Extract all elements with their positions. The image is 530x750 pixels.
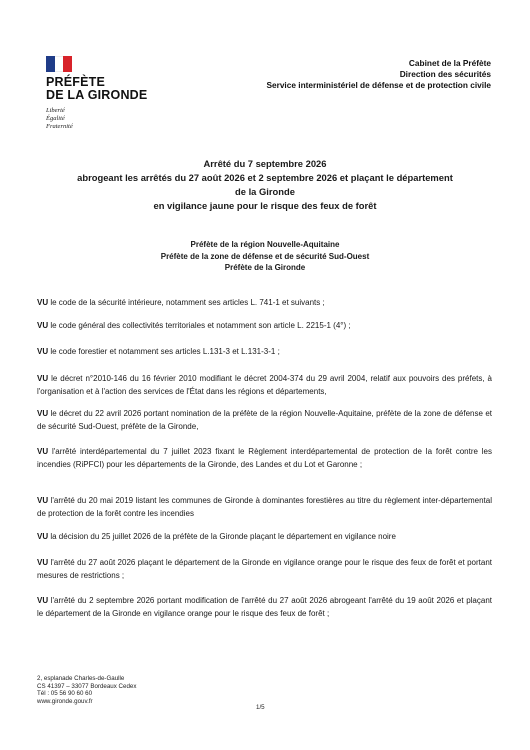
footer-website: www.gironde.gouv.fr xyxy=(37,697,93,705)
recital-keyword: VU xyxy=(37,321,49,330)
service-header xyxy=(266,58,491,91)
recital-item xyxy=(37,557,492,582)
title-line4: en vigilance jaune pour le risque des feux de forêt xyxy=(153,200,377,211)
recital-text: l'arrêté du 20 mai 2019 listant les communes de Gironde à dominantes forestières au titre du règlement inter-départemental de protection de la forêt contre les incendies xyxy=(37,496,492,518)
recital-item xyxy=(37,531,492,544)
service-line3: Service interministériel de défense et de protection civile xyxy=(266,80,491,90)
service-line1: Cabinet de la Préfète xyxy=(408,58,491,68)
footer-address: 2, esplanade Charles-de-Gaulle xyxy=(37,675,125,682)
recital-text: le code général des collectivités territoriales et notamment son article L. 2215-1 (4°) ; xyxy=(48,321,351,330)
issuing-authority xyxy=(40,239,490,274)
prefecture-logo xyxy=(46,56,166,131)
motto-liberte: Liberté xyxy=(46,107,65,114)
authority-line2: Préfète de la zone de défense et de sécurité Sud-Ouest xyxy=(160,251,370,261)
title-line2: abrogeant les arrêtés du 27 août 2026 et 2 septembre 2026 et plaçant le département xyxy=(77,172,453,183)
recital-item xyxy=(37,495,492,520)
recital-keyword: VU xyxy=(37,447,49,456)
recital-text: la décision du 25 juillet 2026 de la préfète de la Gironde plaçant le département en vigilance noire xyxy=(48,532,396,541)
recital-text: l'arrêté du 27 août 2026 plaçant le département de la Gironde en vigilance orange pour le risque des feux de forêt et portant mesures de restrictions ; xyxy=(37,558,492,580)
recital-item xyxy=(37,320,492,333)
recital-keyword: VU xyxy=(37,347,49,356)
recital-text: le code de la sécurité intérieure, notamment ses articles L. 741-1 et suivants ; xyxy=(48,298,325,307)
recital-item xyxy=(37,373,492,398)
authority-line1: Préfète de la région Nouvelle-Aquitaine xyxy=(190,240,340,249)
recital-keyword: VU xyxy=(37,374,49,383)
service-line2: Direction des sécurités xyxy=(399,69,491,79)
recital-keyword: VU xyxy=(37,532,49,541)
decree-title xyxy=(40,157,490,213)
recital-keyword: VU xyxy=(37,596,49,605)
recital-text: le décret n°2010-146 du 16 février 2010 modifiant le décret 2004-374 du 29 avril 2004, relatif aux pouvoirs des préfets, à l'organisation et à l'action des services de l'État dans les régions et départements, xyxy=(37,374,492,396)
logo-text-line1: PRÉFÈTE xyxy=(46,75,106,89)
recital-item xyxy=(37,408,492,433)
recital-keyword: VU xyxy=(37,409,49,418)
recital-keyword: VU xyxy=(37,496,49,505)
recital-text: l'arrêté interdépartemental du 7 juillet 2023 fixant le Règlement interdépartemental de protection de la forêt contre les incendies (RiPFCI) pour les départements de la Gironde, des Landes et du Lot et Garonne ; xyxy=(37,447,492,469)
recital-text: l'arrêté du 2 septembre 2026 portant modification de l'arrêté du 27 août 2026 abrogeant l'arrêté du 19 août 2026 et plaçant le département de la Gironde en vigilance orange pour le risque des feux de forêt ; xyxy=(37,596,492,618)
recital-item xyxy=(37,346,492,359)
recital-item xyxy=(37,446,492,471)
title-line1: Arrêté du 7 septembre 2026 xyxy=(203,158,327,169)
authority-line3: Préfète de la Gironde xyxy=(224,263,306,272)
recital-keyword: VU xyxy=(37,298,49,307)
recital-text: le code forestier et notamment ses articles L.131-3 et L.131-3-1 ; xyxy=(48,347,280,356)
motto-fraternite: Fraternité xyxy=(46,123,73,130)
motto-egalite: Égalité xyxy=(46,115,65,122)
logo-text-line2: DE LA GIRONDE xyxy=(46,88,148,102)
recital-text: le décret du 22 avril 2026 portant nomination de la préfète de la région Nouvelle-Aquitaine, préfète de la zone de défense et de sécurité Sud-Ouest, préfète de la Gironde, xyxy=(37,409,492,431)
recital-keyword: VU xyxy=(37,558,49,567)
republic-motto xyxy=(46,107,166,131)
marianne-flag-icon xyxy=(46,56,72,72)
recital-item xyxy=(37,595,492,620)
title-line3: de la Gironde xyxy=(235,186,295,197)
page-number: 1/5 xyxy=(256,704,265,711)
address-footer xyxy=(37,675,136,705)
footer-phone: Tél : 05 56 90 60 60 xyxy=(37,690,93,698)
recital-item xyxy=(37,297,492,310)
footer-postal: CS 41397 – 33077 Bordeaux Cedex xyxy=(37,682,137,690)
